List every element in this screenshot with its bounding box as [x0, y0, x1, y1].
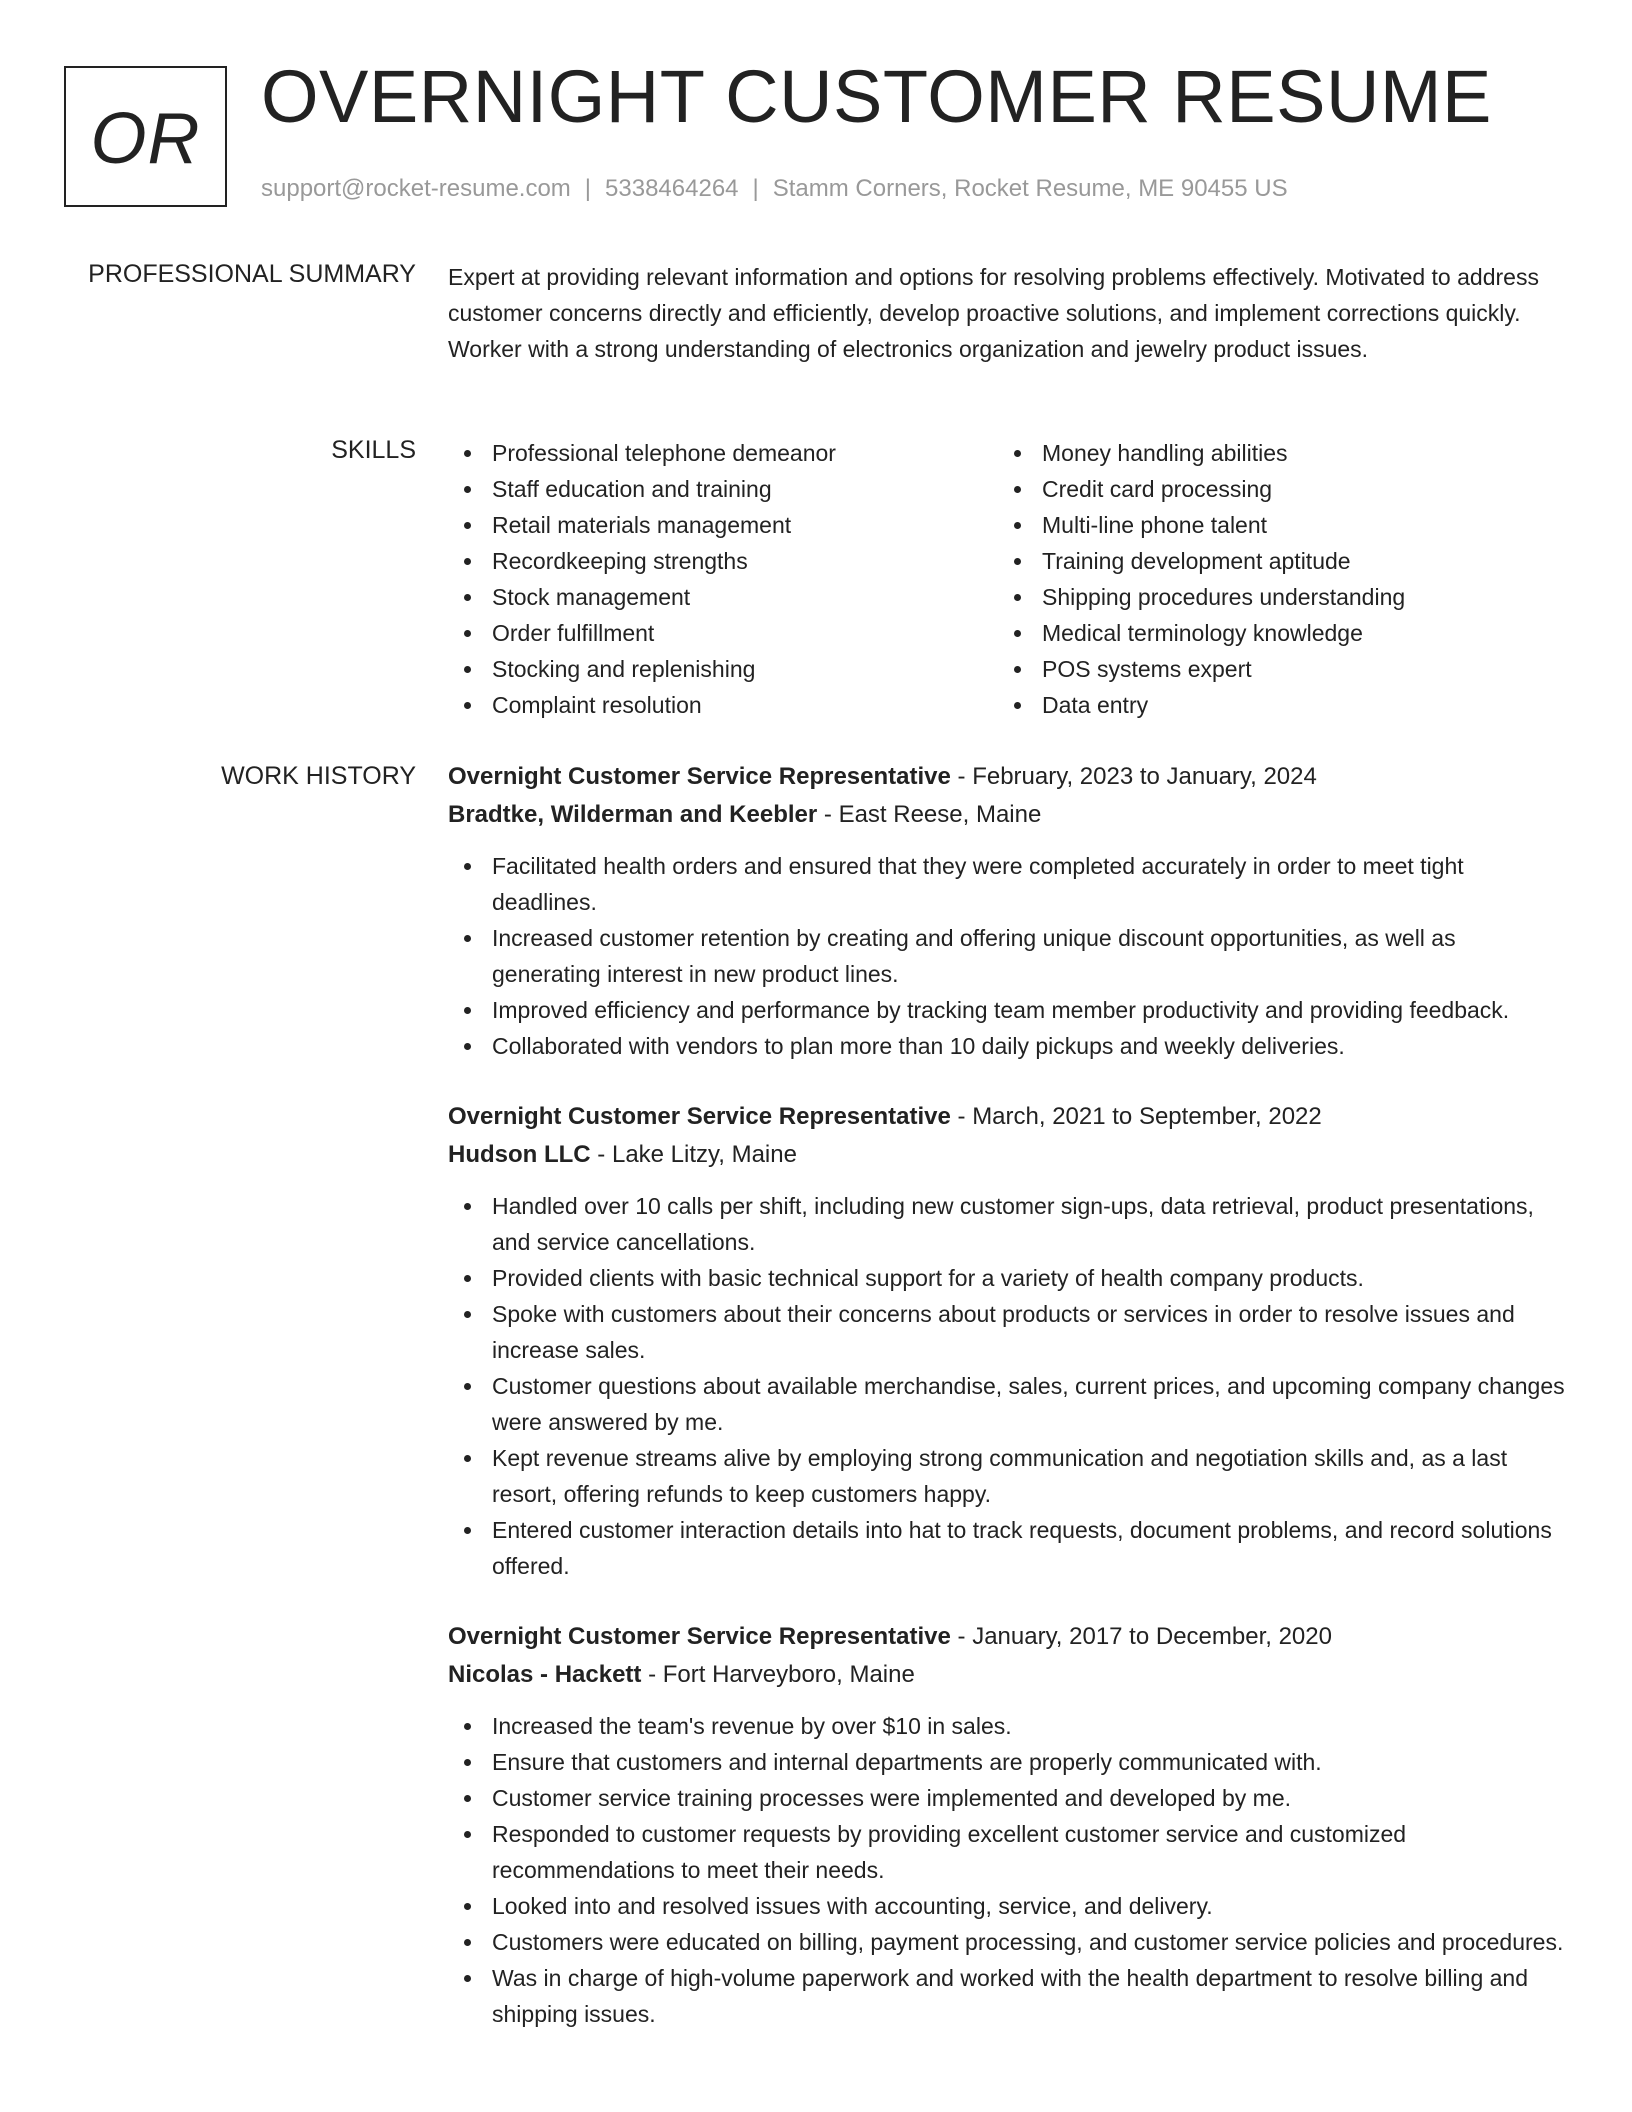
skill-item: Recordkeeping strengths — [448, 543, 998, 579]
job-title: Overnight Customer Service Representative — [448, 763, 951, 790]
skills-list-right — [998, 435, 1548, 723]
job-company: Nicolas - Hackett — [448, 1661, 642, 1688]
skill-item: Stock management — [448, 579, 998, 615]
skill-item: Professional telephone demeanor — [448, 435, 998, 471]
job-location: - Lake Litzy, Maine — [590, 1141, 797, 1168]
contact-address: Stamm Corners, Rocket Resume, ME 90455 US — [772, 175, 1288, 202]
skill-item: Data entry — [998, 687, 1548, 723]
skills-columns — [448, 435, 1568, 723]
job-duty: Provided clients with basic technical support for a variety of health company products. — [448, 1260, 1568, 1296]
skill-item: Credit card processing — [998, 471, 1548, 507]
skill-item: Staff education and training — [448, 471, 998, 507]
job-duty: Handled over 10 calls per shift, including new customer sign-ups, data retrieval, product presentations, and service cancellations. — [448, 1188, 1568, 1260]
job-duty: Improved efficiency and performance by tracking team member productivity and providing feedback. — [448, 992, 1568, 1028]
job-company: Bradtke, Wilderman and Keebler — [448, 801, 818, 828]
job-title-line — [448, 1618, 1568, 1656]
monogram-box — [64, 66, 227, 207]
job-location: - Fort Harveyboro, Maine — [641, 1661, 915, 1688]
job-duty: Looked into and resolved issues with accounting, service, and delivery. — [448, 1888, 1568, 1924]
summary-heading: PROFESSIONAL SUMMARY — [88, 260, 416, 288]
summary-section — [448, 259, 1568, 367]
job-duty: Increased the team's revenue by over $10 in sales. — [448, 1708, 1568, 1744]
skill-item: Retail materials management — [448, 507, 998, 543]
job-duty: Ensure that customers and internal departments are properly communicated with. — [448, 1744, 1568, 1780]
skills-heading: SKILLS — [331, 436, 416, 464]
job-entry — [448, 1618, 1568, 2032]
job-entry — [448, 1098, 1568, 1584]
job-duty: Responded to customer requests by providing excellent customer service and customized recommendations to meet their needs. — [448, 1816, 1568, 1888]
job-location: - East Reese, Maine — [817, 801, 1042, 828]
skill-item: Medical terminology knowledge — [998, 615, 1548, 651]
job-company-line — [448, 1136, 1568, 1174]
job-company: Hudson LLC — [448, 1141, 591, 1168]
job-duty: Entered customer interaction details into hat to track requests, document problems, and record solutions offered. — [448, 1512, 1568, 1584]
job-dates: - March, 2021 to September, 2022 — [950, 1103, 1322, 1130]
job-duty: Customer questions about available merchandise, sales, current prices, and upcoming company changes were answered by me. — [448, 1368, 1568, 1440]
job-duty: Spoke with customers about their concerns about products or services in order to resolve issues and increase sales. — [448, 1296, 1568, 1368]
job-duty: Increased customer retention by creating and offering unique discount opportunities, as well as generating interest in new product lines. — [448, 920, 1568, 992]
skill-item: Money handling abilities — [998, 435, 1548, 471]
summary-text: Expert at providing relevant information and options for resolving problems effectively. Motivated to address customer concerns directly and efficiently, develop proactive solutions, and implement corrections quickly. Worker with a strong understanding of electronics organization and jewelry product issues. — [448, 264, 1539, 362]
job-title: Overnight Customer Service Representative — [448, 1623, 951, 1650]
contact-line — [261, 175, 1288, 203]
skill-item: Multi-line phone talent — [998, 507, 1548, 543]
monogram-initials: OR — [90, 98, 201, 179]
resume-title: OVERNIGHT CUSTOMER RESUME — [261, 55, 1492, 138]
job-entry — [448, 758, 1568, 1064]
job-duties-list — [448, 1708, 1568, 2032]
skill-item: Training development aptitude — [998, 543, 1548, 579]
job-duty: Was in charge of high-volume paperwork and worked with the health department to resolve billing and shipping issues. — [448, 1960, 1568, 2032]
job-duty: Facilitated health orders and ensured that they were completed accurately in order to meet tight deadlines. — [448, 848, 1568, 920]
contact-separator: | — [752, 175, 759, 202]
job-title: Overnight Customer Service Representative — [448, 1103, 951, 1130]
job-company-line — [448, 1656, 1568, 1694]
skill-item: Shipping procedures understanding — [998, 579, 1548, 615]
work-history-section — [448, 758, 1568, 2066]
job-title-line — [448, 1098, 1568, 1136]
contact-email: support@rocket-resume.com — [261, 175, 571, 202]
skill-item: POS systems expert — [998, 651, 1548, 687]
job-dates: - February, 2023 to January, 2024 — [950, 763, 1317, 790]
job-company-line — [448, 796, 1568, 834]
skill-item: Complaint resolution — [448, 687, 998, 723]
skills-section — [448, 435, 1568, 723]
skill-item: Stocking and replenishing — [448, 651, 998, 687]
job-title-line — [448, 758, 1568, 796]
job-duty: Customer service training processes were implemented and developed by me. — [448, 1780, 1568, 1816]
contact-phone: 5338464264 — [605, 175, 739, 202]
job-duty: Kept revenue streams alive by employing strong communication and negotiation skills and, as a last resort, offering refunds to keep customers happy. — [448, 1440, 1568, 1512]
job-dates: - January, 2017 to December, 2020 — [950, 1623, 1332, 1650]
job-duty: Collaborated with vendors to plan more than 10 daily pickups and weekly deliveries. — [448, 1028, 1568, 1064]
job-duty: Customers were educated on billing, payment processing, and customer service policies and procedures. — [448, 1924, 1568, 1960]
contact-separator: | — [584, 175, 592, 202]
skill-item: Order fulfillment — [448, 615, 998, 651]
work-history-heading: WORK HISTORY — [221, 762, 416, 790]
skills-list-left — [448, 435, 998, 723]
job-duties-list — [448, 848, 1568, 1064]
job-duties-list — [448, 1188, 1568, 1584]
